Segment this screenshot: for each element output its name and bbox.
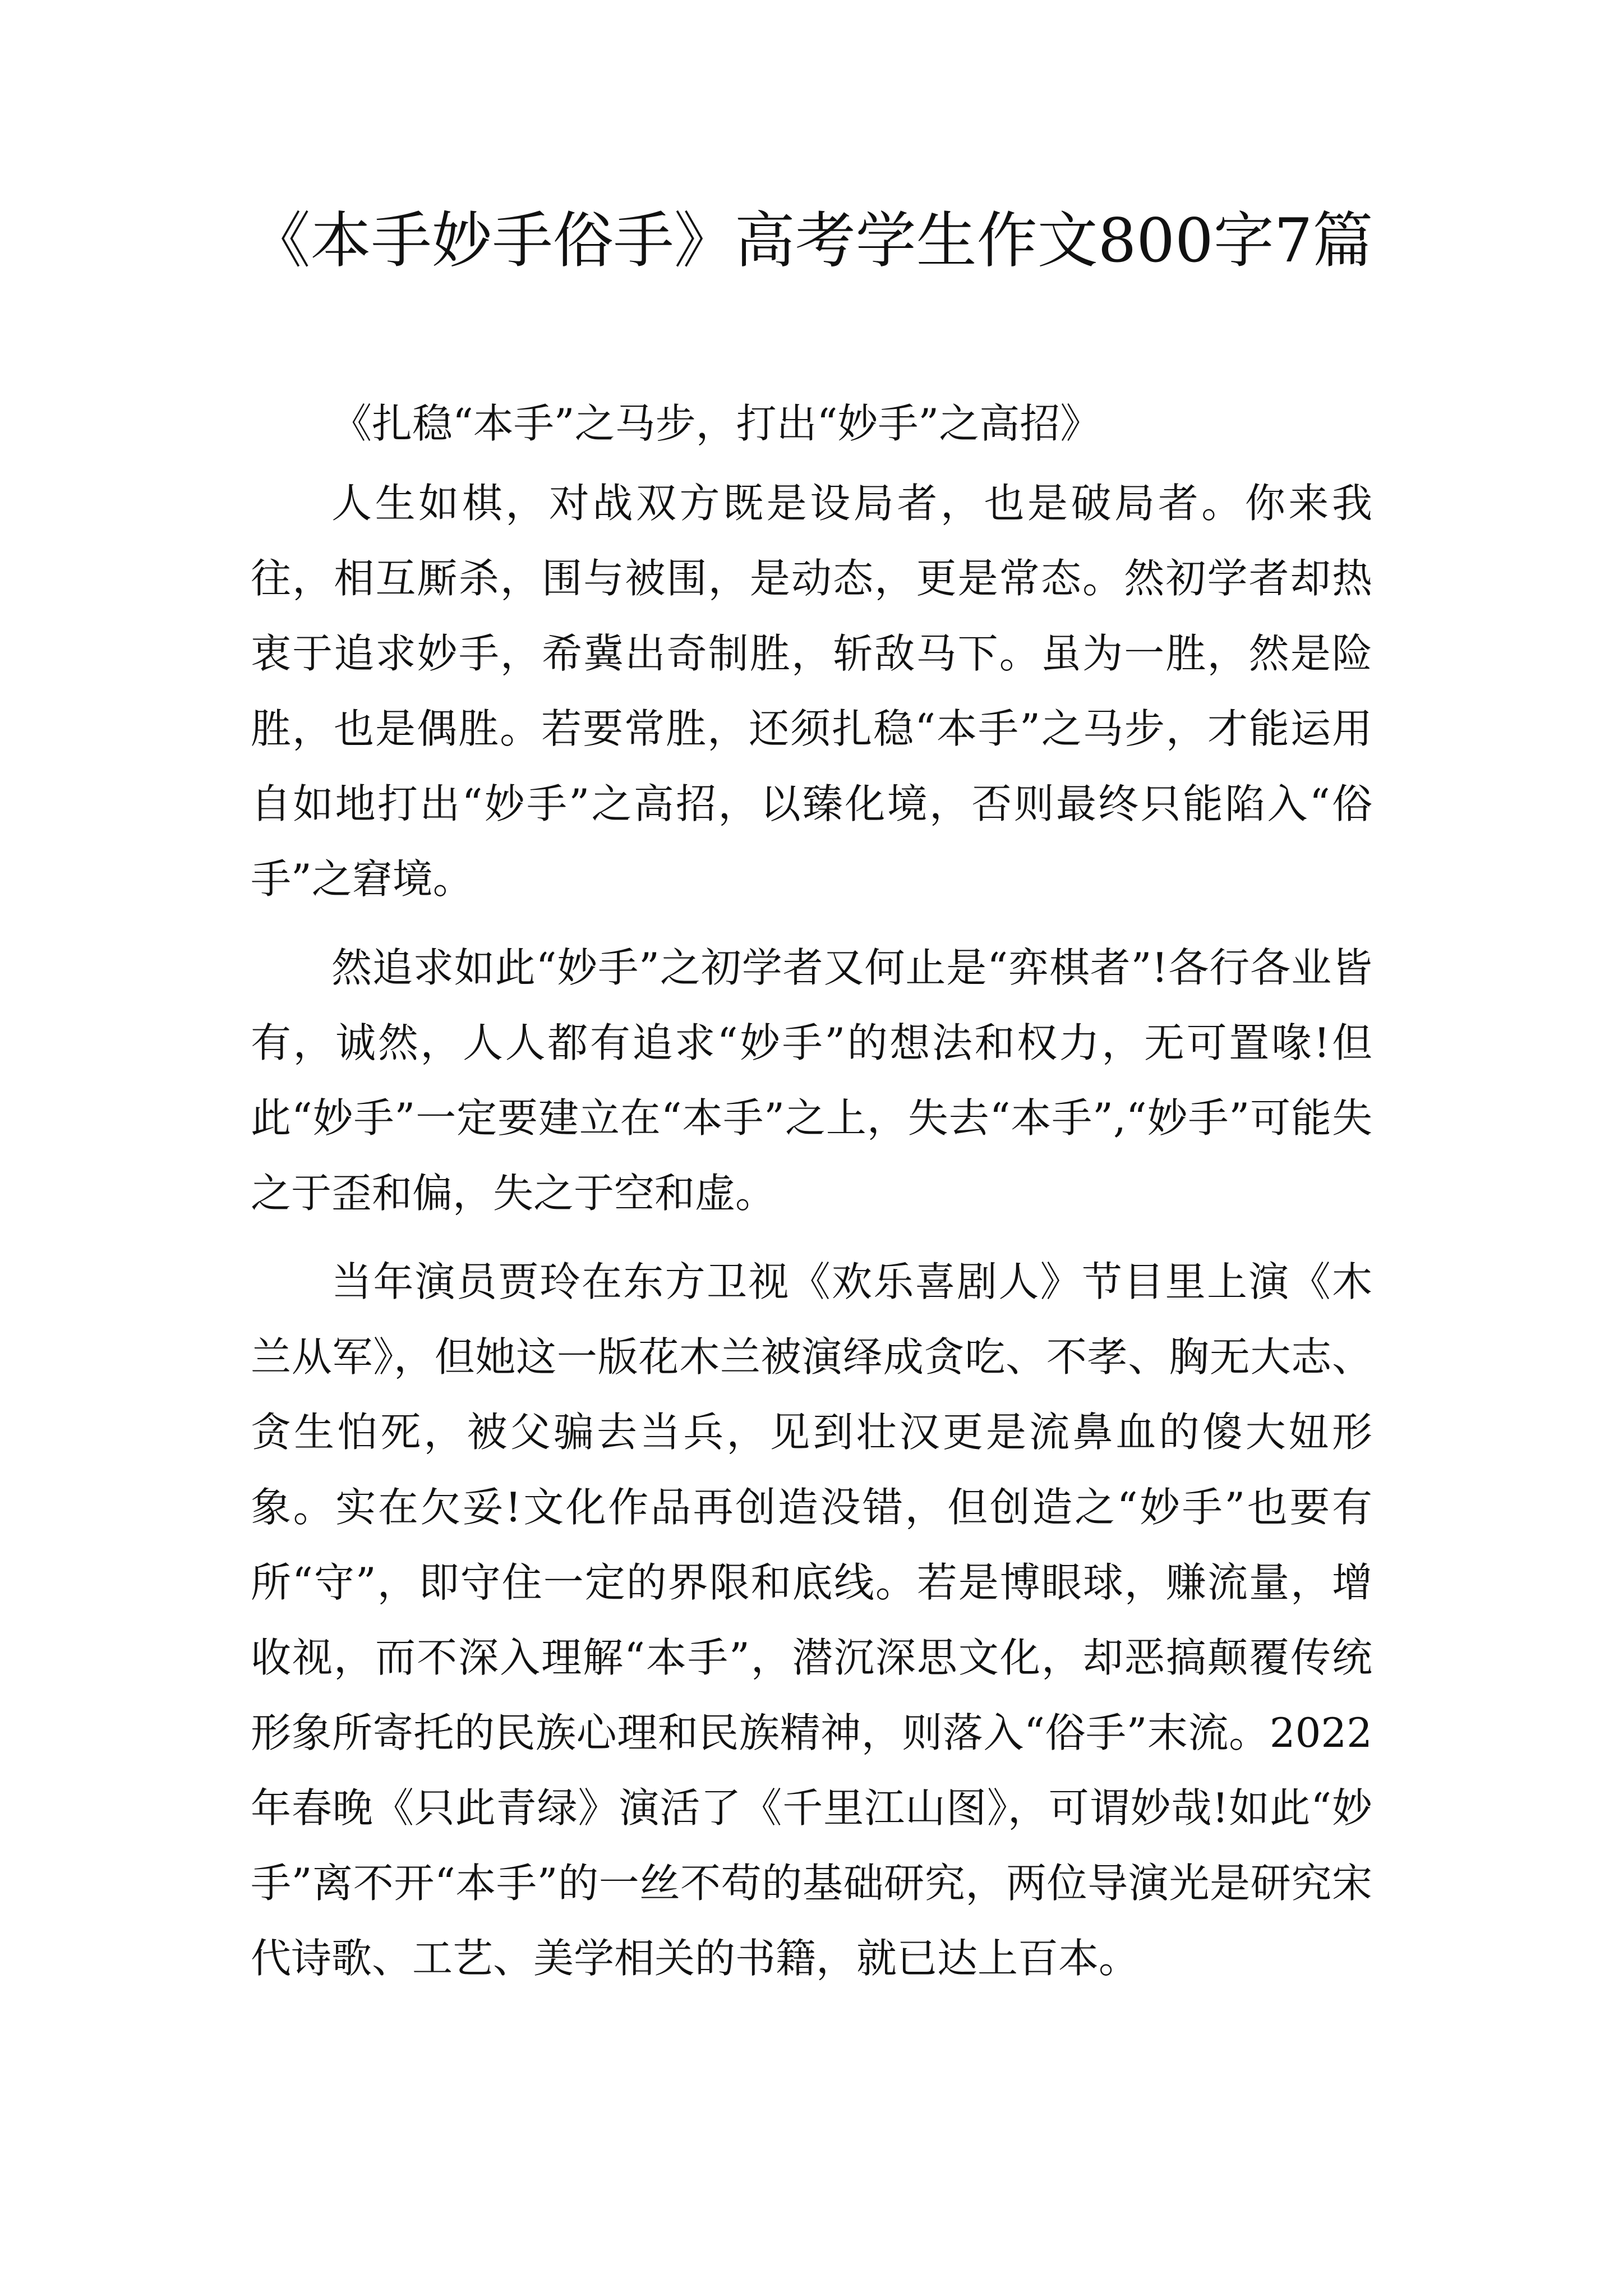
essay-subtitle: 《扎稳“本手”之马步，打出“妙手”之高招》	[331, 400, 1101, 447]
document-title: 《本手妙手俗手》高考学生作文800字7篇	[250, 206, 1373, 276]
document-body	[251, 381, 1372, 2009]
paragraph-1: 人生如棋，对战双方既是设局者，也是破局者。你来我往，相互厮杀，围与被围，是动态，更是常态。然初学者却热衷于追求妙手，希冀出奇制胜，斩敌马下。虽为一胜，然是险胜，也是偶胜。若要常胜，还须扎稳“本手”之马步，才能运用自如地打出“妙手”之高招，以臻化境，否则最终只能陷入“俗手”之窘境。	[251, 480, 1372, 903]
paragraph-2: 然追求如此“妙手”之初学者又何止是“弈棋者”!各行各业皆有，诚然，人人都有追求“妙手”的想法和权力，无可置喙!但此“妙手”一定要建立在“本手”之上，失去“本手”,“妙手”可能失之于歪和偏，失之于空和虚。	[251, 944, 1372, 1217]
paragraph-3: 当年演员贾玲在东方卫视《欢乐喜剧人》节目里上演《木兰从军》，但她这一版花木兰被演绎成贪吃、不孝、胸无大志、贪生怕死，被父骗去当兵，见到壮汉更是流鼻血的傻大妞形象。实在欠妥!文化作品再创造没错，但创造之“妙手”也要有所“守”，即守住一定的界限和底线。若是博眼球，赚流量，增收视，而不深入理解“本手”，潜沉深思文化，却恶搞颠覆传统形象所寄托的民族心理和民族精神，则落入“俗手”末流。2022年春晚《只此青绿》演活了《千里江山图》，可谓妙哉!如此“妙手”离不开“本手”的一丝不苟的基础研究，两位导演光是研究宋代诗歌、工艺、美学相关的书籍，就已达上百本。	[251, 1258, 1372, 1982]
